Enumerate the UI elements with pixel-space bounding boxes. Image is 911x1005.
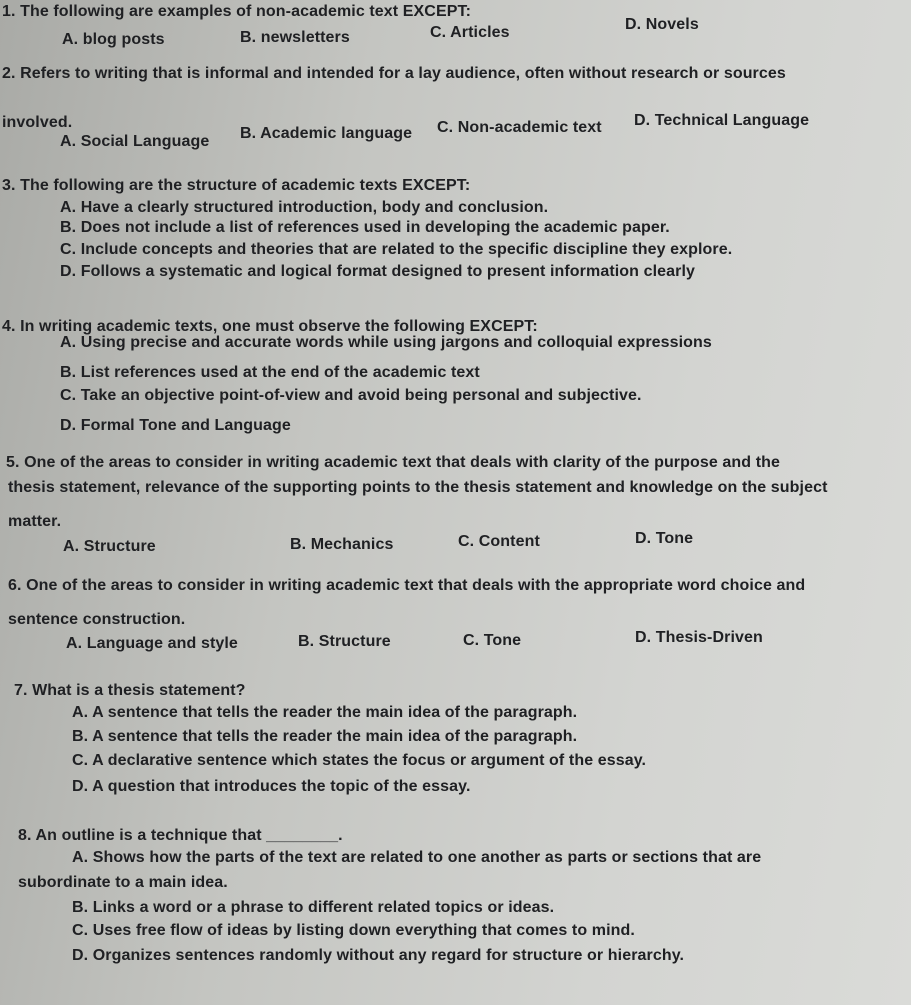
question-1-stem: 1. The following are examples of non-academic text EXCEPT: xyxy=(2,3,472,20)
question-1-option-d: D. Novels xyxy=(625,16,699,33)
question-8-option-a: A. Shows how the parts of the text are related to one another as parts or sections that are xyxy=(72,849,762,866)
question-1-option-b: B. newsletters xyxy=(240,29,350,46)
question-5-stem-line-2: thesis statement, relevance of the supporting points to the thesis statement and knowledge on the subject xyxy=(8,479,828,496)
question-6-stem-line-2: sentence construction. xyxy=(8,611,186,628)
question-2-stem-line-2: involved. xyxy=(2,114,73,131)
question-3-option-b: B. Does not include a list of references used in developing the academic paper. xyxy=(60,219,670,236)
question-1-option-c: C. Articles xyxy=(430,24,510,41)
question-4-option-c: C. Take an objective point-of-view and avoid being personal and subjective. xyxy=(60,387,642,404)
question-8-option-c: C. Uses free flow of ideas by listing down everything that comes to mind. xyxy=(72,922,635,939)
question-7-option-d: D. A question that introduces the topic of the essay. xyxy=(72,778,471,795)
question-5-option-b: B. Mechanics xyxy=(290,536,394,553)
question-5-stem-line-1: 5. One of the areas to consider in writing academic text that deals with clarity of the purpose and the xyxy=(6,454,781,471)
question-4-option-a: A. Using precise and accurate words while using jargons and colloquial expressions xyxy=(60,334,712,351)
question-6-option-c: C. Tone xyxy=(463,632,522,649)
question-8-stem: 8. An outline is a technique that ________. xyxy=(18,827,343,844)
question-2-option-d: D. Technical Language xyxy=(634,112,810,129)
question-7-stem: 7. What is a thesis statement? xyxy=(14,682,246,699)
question-1-option-a: A. blog posts xyxy=(62,31,165,48)
question-3-stem: 3. The following are the structure of academic texts EXCEPT: xyxy=(2,177,471,194)
question-6-option-a: A. Language and style xyxy=(66,635,238,652)
question-2-stem-line-1: 2. Refers to writing that is informal and intended for a lay audience, often without research or sources xyxy=(2,65,786,82)
question-5-stem-line-3: matter. xyxy=(8,513,62,530)
question-5-option-d: D. Tone xyxy=(635,530,694,547)
question-3-option-a: A. Have a clearly structured introduction, body and conclusion. xyxy=(60,199,549,216)
question-4-option-d: D. Formal Tone and Language xyxy=(60,417,291,434)
question-2-option-c: C. Non-academic text xyxy=(437,119,602,136)
question-2-option-a: A. Social Language xyxy=(60,133,210,150)
question-6-stem-line-1: 6. One of the areas to consider in writing academic text that deals with the appropriate word choice and xyxy=(8,577,806,594)
question-3-option-d: D. Follows a systematic and logical format designed to present information clearly xyxy=(60,263,696,280)
question-2-option-b: B. Academic language xyxy=(240,125,413,142)
question-8-option-d: D. Organizes sentences randomly without any regard for structure or hierarchy. xyxy=(72,947,685,964)
question-6-option-b: B. Structure xyxy=(298,633,391,650)
question-7-option-b: B. A sentence that tells the reader the main idea of the paragraph. xyxy=(72,728,578,745)
question-3-option-c: C. Include concepts and theories that are related to the specific discipline they explore. xyxy=(60,241,733,258)
question-8-option-a-continued: subordinate to a main idea. xyxy=(18,874,228,891)
question-7-option-c: C. A declarative sentence which states the focus or argument of the essay. xyxy=(72,752,647,769)
question-8-option-b: B. Links a word or a phrase to different related topics or ideas. xyxy=(72,899,555,916)
question-7-option-a: A. A sentence that tells the reader the main idea of the paragraph. xyxy=(72,704,578,721)
question-4-stem: 4. In writing academic texts, one must observe the following EXCEPT: xyxy=(2,318,538,335)
question-6-option-d: D. Thesis-Driven xyxy=(635,629,763,646)
question-5-option-c: C. Content xyxy=(458,533,540,550)
question-5-option-a: A. Structure xyxy=(63,538,156,555)
question-4-option-b: B. List references used at the end of the academic text xyxy=(60,364,480,381)
